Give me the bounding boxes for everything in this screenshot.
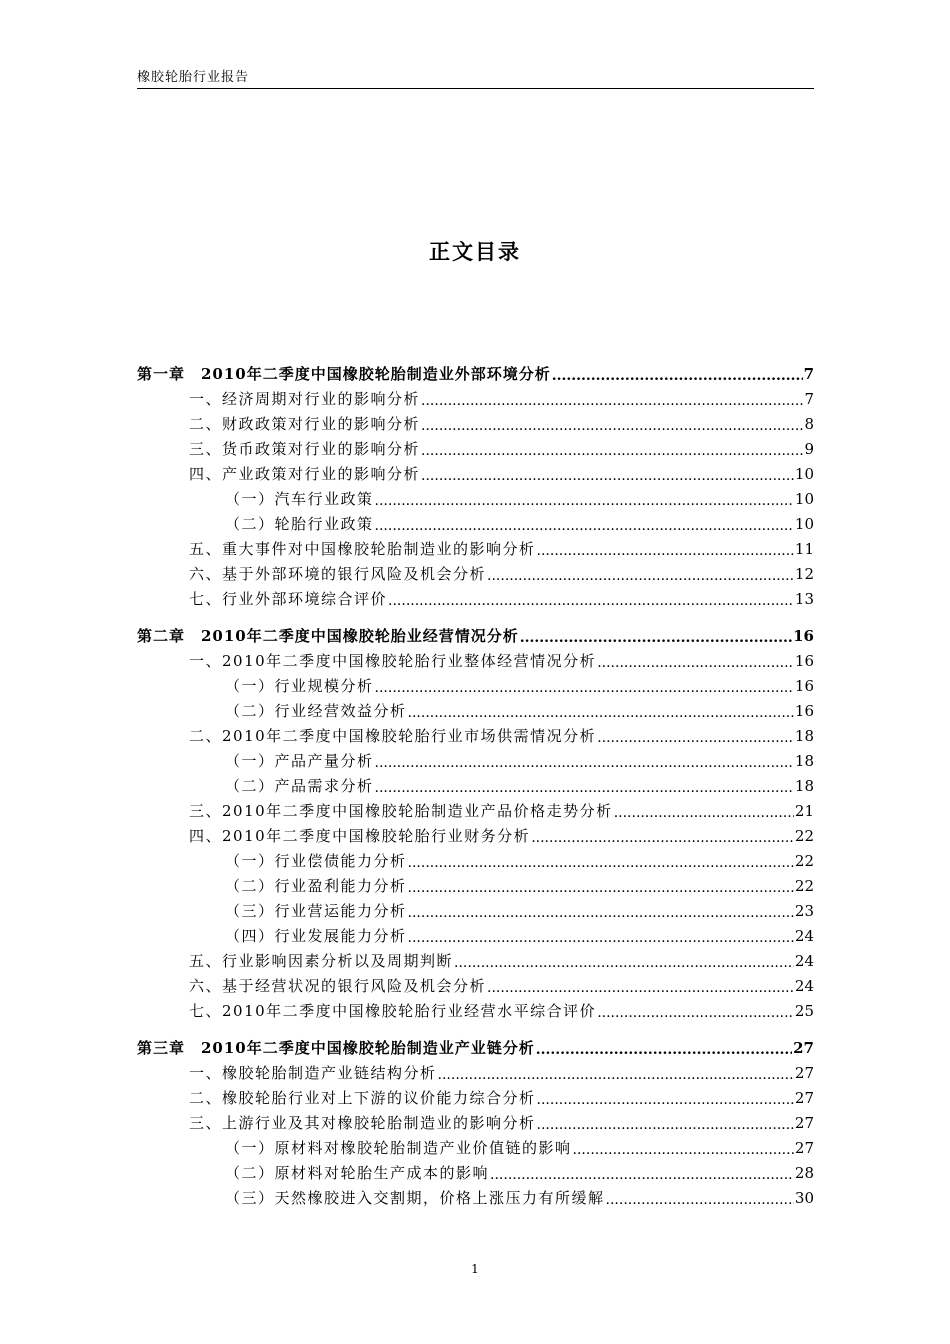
toc-entry-label: （三）行业营运能力分析	[225, 902, 407, 920]
toc-entry-label: （二）原材料对轮胎生产成本的影响	[225, 1164, 490, 1182]
toc-entry-label: （一）原材料对橡胶轮胎制造产业价值链的影响	[225, 1139, 572, 1157]
toc-dot-leader	[537, 540, 794, 562]
toc-entry-page: 30	[794, 1189, 814, 1207]
toc-section-entry[interactable]	[137, 1086, 814, 1111]
toc-entry-label: 四、2010年二季度中国橡胶轮胎行业财务分析	[189, 827, 531, 845]
toc-entry-page: 27	[794, 1114, 814, 1132]
toc-entry-page: 18	[794, 727, 814, 745]
page-title: 正文目录	[429, 240, 521, 264]
toc-dot-leader	[375, 777, 794, 799]
toc-section-entry[interactable]	[137, 1111, 814, 1136]
toc-dot-leader	[537, 1089, 794, 1111]
toc-dot-leader	[375, 490, 794, 512]
table-of-contents	[137, 362, 814, 1211]
toc-dot-leader	[597, 652, 794, 674]
toc-section-entry[interactable]	[137, 974, 814, 999]
toc-subsection-entry[interactable]	[137, 774, 814, 799]
toc-entry-label: （一）行业偿债能力分析	[225, 852, 407, 870]
toc-entry-page: 10	[794, 490, 814, 508]
toc-entry-label: 第一章 2010年二季度中国橡胶轮胎制造业外部环境分析	[137, 365, 551, 383]
toc-entry-page: 23	[794, 902, 814, 920]
toc-entry-label: 一、橡胶轮胎制造产业链结构分析	[189, 1064, 437, 1082]
toc-entry-page: 16	[793, 627, 814, 645]
toc-dot-leader	[421, 465, 794, 487]
toc-entry-label: 三、上游行业及其对橡胶轮胎制造业的影响分析	[189, 1114, 536, 1132]
toc-entry-page: 27	[793, 1039, 814, 1057]
toc-entry-label: （三）天然橡胶进入交割期，价格上涨压力有所缓解	[225, 1189, 605, 1207]
toc-dot-leader	[536, 1039, 792, 1061]
toc-entry-page: 22	[794, 827, 814, 845]
toc-entry-label: （一）行业规模分析	[225, 677, 374, 695]
toc-entry-page: 7	[804, 390, 814, 408]
toc-entry-label: （一）产品产量分析	[225, 752, 374, 770]
toc-dot-leader	[408, 852, 794, 874]
toc-entry-page: 24	[794, 952, 814, 970]
toc-section-entry[interactable]	[137, 724, 814, 749]
toc-entry-page: 16	[794, 652, 814, 670]
toc-dot-leader	[408, 902, 794, 924]
toc-section-entry[interactable]	[137, 537, 814, 562]
toc-dot-leader	[531, 827, 794, 849]
toc-entry-label: 七、行业外部环境综合评价	[189, 590, 388, 608]
toc-entry-page: 13	[794, 590, 814, 608]
toc-subsection-entry[interactable]	[137, 874, 814, 899]
toc-dot-leader	[606, 1189, 794, 1211]
toc-entry-page: 27	[794, 1089, 814, 1107]
toc-entry-page: 27	[794, 1139, 814, 1157]
toc-entry-label: 第二章 2010年二季度中国橡胶轮胎业经营情况分析	[137, 627, 519, 645]
toc-entry-label: 三、货币政策对行业的影响分析	[189, 440, 421, 458]
toc-chapter-entry[interactable]	[137, 1036, 814, 1061]
toc-entry-label: 二、2010年二季度中国橡胶轮胎行业市场供需情况分析	[189, 727, 597, 745]
toc-subsection-entry[interactable]	[137, 487, 814, 512]
toc-dot-leader	[408, 927, 794, 949]
toc-entry-page: 8	[804, 415, 814, 433]
toc-entry-page: 24	[794, 977, 814, 995]
toc-dot-leader	[537, 1114, 794, 1136]
toc-entry-label: 六、基于经营状况的银行风险及机会分析	[189, 977, 487, 995]
toc-entry-label: 五、行业影响因素分析以及周期判断	[189, 952, 454, 970]
toc-subsection-entry[interactable]	[137, 1136, 814, 1161]
toc-entry-page: 18	[794, 777, 814, 795]
toc-subsection-entry[interactable]	[137, 1161, 814, 1186]
toc-entry-label: 四、产业政策对行业的影响分析	[189, 465, 421, 483]
toc-subsection-entry[interactable]	[137, 674, 814, 699]
toc-entry-page: 9	[804, 440, 814, 458]
toc-subsection-entry[interactable]	[137, 699, 814, 724]
toc-subsection-entry[interactable]	[137, 924, 814, 949]
toc-entry-page: 11	[794, 540, 814, 558]
toc-section-entry[interactable]	[137, 562, 814, 587]
toc-entry-label: 五、重大事件对中国橡胶轮胎制造业的影响分析	[189, 540, 536, 558]
toc-entry-label: 一、2010年二季度中国橡胶轮胎行业整体经营情况分析	[189, 652, 597, 670]
toc-dot-leader	[375, 515, 794, 537]
running-header	[137, 66, 814, 89]
toc-chapter-entry[interactable]	[137, 624, 814, 649]
toc-dot-leader	[487, 565, 794, 587]
toc-entry-page: 24	[794, 927, 814, 945]
toc-entry-label: 二、财政政策对行业的影响分析	[189, 415, 421, 433]
toc-entry-page: 16	[794, 677, 814, 695]
toc-entry-label: 第三章 2010年二季度中国橡胶轮胎制造业产业链分析	[137, 1039, 535, 1057]
toc-section-entry[interactable]	[137, 649, 814, 674]
toc-entry-page: 22	[794, 877, 814, 895]
toc-entry-page: 28	[794, 1164, 814, 1182]
toc-entry-page: 21	[794, 802, 814, 820]
toc-subsection-entry[interactable]	[137, 749, 814, 774]
toc-section-entry[interactable]	[137, 387, 814, 412]
toc-subsection-entry[interactable]	[137, 849, 814, 874]
toc-dot-leader	[388, 590, 794, 612]
toc-dot-leader	[597, 1002, 794, 1024]
toc-section-entry[interactable]	[137, 1061, 814, 1086]
toc-section-entry[interactable]	[137, 437, 814, 462]
toc-dot-leader	[408, 702, 794, 724]
toc-dot-leader	[490, 1164, 794, 1186]
toc-entry-label: （二）行业经营效益分析	[225, 702, 407, 720]
toc-entry-page: 22	[794, 852, 814, 870]
toc-entry-page: 10	[794, 465, 814, 483]
toc-dot-leader	[421, 390, 803, 412]
toc-entry-label: （二）轮胎行业政策	[225, 515, 374, 533]
toc-entry-label: （二）行业盈利能力分析	[225, 877, 407, 895]
toc-section-entry[interactable]	[137, 999, 814, 1024]
toc-entry-label: 七、2010年二季度中国橡胶轮胎行业经营水平综合评价	[189, 1002, 597, 1020]
toc-entry-page: 12	[794, 565, 814, 583]
toc-section-entry[interactable]	[137, 824, 814, 849]
page-number: 1	[471, 1262, 479, 1276]
toc-dot-leader	[520, 627, 792, 649]
toc-dot-leader	[614, 802, 794, 824]
toc-entry-label: 一、经济周期对行业的影响分析	[189, 390, 421, 408]
toc-dot-leader	[421, 415, 803, 437]
toc-entry-label: （四）行业发展能力分析	[225, 927, 407, 945]
toc-section-entry[interactable]	[137, 462, 814, 487]
toc-entry-page: 25	[794, 1002, 814, 1020]
toc-dot-leader	[408, 877, 794, 899]
toc-dot-leader	[454, 952, 794, 974]
toc-entry-page: 16	[794, 702, 814, 720]
toc-subsection-entry[interactable]	[137, 899, 814, 924]
toc-dot-leader	[375, 752, 794, 774]
toc-dot-leader	[552, 365, 803, 387]
toc-entry-label: （一）汽车行业政策	[225, 490, 374, 508]
toc-entry-page: 18	[794, 752, 814, 770]
toc-subsection-entry[interactable]	[137, 1186, 814, 1211]
toc-entry-page: 27	[794, 1064, 814, 1082]
toc-section-entry[interactable]	[137, 949, 814, 974]
toc-section-entry[interactable]	[137, 412, 814, 437]
toc-dot-leader	[487, 977, 794, 999]
toc-entry-page: 10	[794, 515, 814, 533]
toc-entry-label: （二）产品需求分析	[225, 777, 374, 795]
toc-dot-leader	[438, 1064, 794, 1086]
toc-entry-label: 二、橡胶轮胎行业对上下游的议价能力综合分析	[189, 1089, 536, 1107]
toc-dot-leader	[375, 677, 794, 699]
toc-entry-page: 7	[803, 365, 814, 383]
toc-subsection-entry[interactable]	[137, 512, 814, 537]
toc-dot-leader	[421, 440, 803, 462]
toc-entry-label: 三、2010年二季度中国橡胶轮胎制造业产品价格走势分析	[189, 802, 613, 820]
running-header-text: 橡胶轮胎行业报告	[137, 70, 250, 85]
toc-dot-leader	[573, 1139, 794, 1161]
toc-entry-label: 六、基于外部环境的银行风险及机会分析	[189, 565, 487, 583]
toc-section-entry[interactable]	[137, 587, 814, 612]
toc-section-entry[interactable]	[137, 799, 814, 824]
toc-dot-leader	[597, 727, 794, 749]
toc-chapter-entry[interactable]	[137, 362, 814, 387]
